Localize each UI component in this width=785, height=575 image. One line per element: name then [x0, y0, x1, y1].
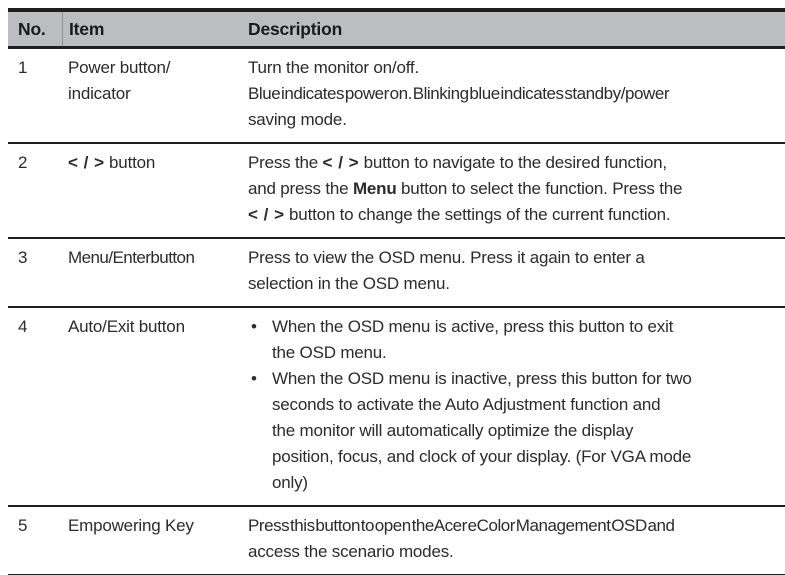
table-header-row — [8, 12, 785, 49]
row-number: 3 — [18, 248, 28, 267]
bullet-item — [248, 314, 783, 340]
arrow-keys-label: < / > — [322, 153, 360, 172]
item-line: Empowering Key — [68, 516, 194, 535]
row-number: 2 — [18, 153, 28, 172]
description-line: saving mode. — [248, 110, 347, 129]
description-cell — [240, 55, 785, 133]
description-cell — [240, 245, 785, 297]
item-line: indicator — [68, 84, 131, 103]
table-row-power-button — [8, 49, 785, 144]
item-cell — [62, 314, 240, 496]
item-line: Auto/Exit button — [68, 317, 185, 336]
description-line: selection in the OSD menu. — [248, 274, 450, 293]
description-text: button to navigate to the desired function, — [359, 153, 667, 172]
item-line: Power button/ — [68, 58, 171, 77]
item-text: button — [104, 153, 156, 172]
description-line: position, focus, and clock of your display. (For VGA mode — [272, 447, 692, 466]
monitor-controls-table — [8, 8, 785, 575]
description-cell — [240, 513, 785, 565]
description-text: button to change the settings of the current function. — [284, 205, 671, 224]
row-number: 4 — [18, 317, 28, 336]
row-number: 1 — [18, 58, 28, 77]
menu-label: Menu — [352, 179, 397, 198]
item-cell — [62, 150, 240, 228]
bullet-item — [248, 366, 783, 392]
table-row-arrow-buttons — [8, 144, 785, 239]
description-line: seconds to activate the Auto Adjustment function and — [272, 395, 661, 414]
description-line: the OSD menu. — [272, 343, 387, 362]
description-line: only) — [272, 473, 308, 492]
description-line: Blue indicates power on. Blinking blue indicates standby/power — [248, 84, 670, 103]
item-line — [68, 150, 232, 176]
table-row-auto-exit-button — [8, 308, 785, 507]
bullet-icon: • — [251, 317, 257, 336]
description-line: the monitor will automatically optimize the display — [272, 421, 634, 440]
table-row-menu-enter-button — [8, 239, 785, 308]
arrow-keys-label: < / > — [68, 153, 105, 172]
arrow-keys-label: < / > — [248, 205, 285, 224]
item-line: Menu/Enterbutton — [68, 248, 195, 267]
table-row-empowering-key — [8, 507, 785, 575]
item-cell — [62, 513, 240, 565]
item-cell — [62, 245, 240, 297]
description-cell — [240, 150, 785, 228]
description-line — [248, 202, 783, 228]
description-text: Press the — [248, 153, 323, 172]
description-line: Press to view the OSD menu. Press it again to enter a — [248, 248, 645, 267]
item-cell — [62, 55, 240, 133]
description-cell — [240, 314, 785, 496]
column-header-description: Description — [248, 18, 343, 39]
row-number: 5 — [18, 516, 28, 535]
description-line: Press this button to open the Acer eColor Management OSD and — [248, 516, 675, 535]
description-text: button to select the function. Press the — [396, 179, 683, 198]
description-line: access the scenario modes. — [248, 542, 454, 561]
description-line — [248, 150, 783, 176]
description-line — [248, 176, 783, 202]
description-line: Turn the monitor on/off. — [248, 58, 419, 77]
column-header-item: Item — [62, 12, 240, 46]
description-text: When the OSD menu is active, press this button to exit — [272, 317, 674, 336]
description-text: When the OSD menu is inactive, press this button for two — [272, 369, 692, 388]
column-header-no: No. — [18, 18, 46, 39]
bullet-icon: • — [251, 369, 257, 388]
description-text: and press the — [248, 179, 353, 198]
